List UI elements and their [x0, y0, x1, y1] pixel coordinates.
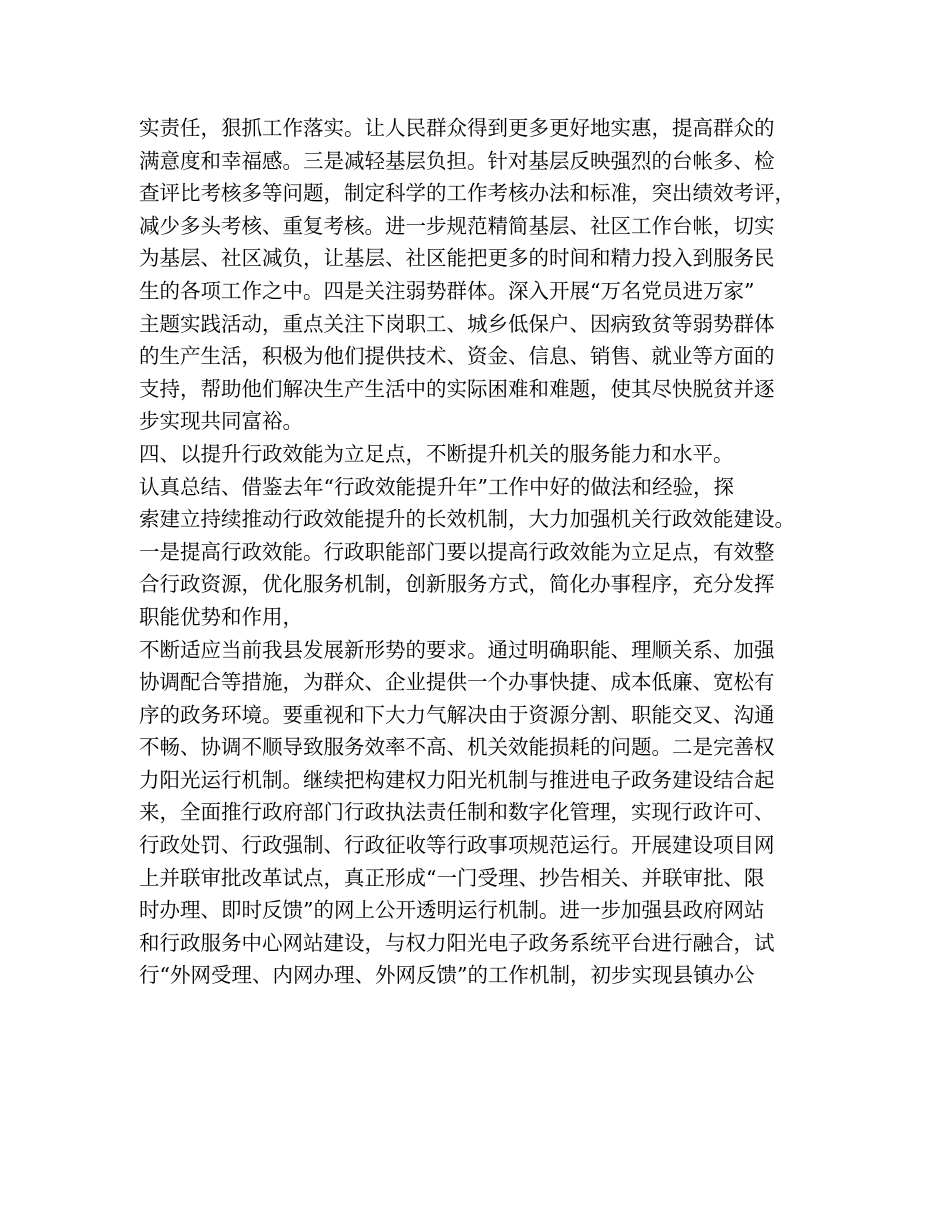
text-line: 行“外网受理、内网办理、外网反馈”的工作机制，初步实现县镇办公 [139, 963, 755, 988]
text-line: 上并联审批改革试点，真正形成“一门受理、抄告相关、并联审批、限 [139, 865, 765, 890]
document-body [139, 112, 829, 992]
text-line: 步实现共同富裕。 [139, 409, 303, 434]
text-line: 认真总结、借鉴去年“行政效能提升年”工作中好的做法和经验，探 [139, 474, 734, 499]
text-line: 行政处罚、行政强制、行政征收等行政事项规范运行。开展建设项目网 [139, 833, 775, 858]
text-line: 为基层、社区减负，让基层、社区能把更多的时间和精力投入到服务民 [139, 246, 775, 271]
text-line: 协调配合等措施，为群众、企业提供一个办事快捷、成本低廉、宽松有 [139, 670, 775, 695]
text-line: 时办理、即时反馈”的网上公开透明运行机制。进一步加强县政府网站 [139, 898, 765, 923]
text-line: 主题实践活动，重点关注下岗职工、城乡低保户、因病致贫等弱势群体 [139, 311, 775, 336]
text-line: 不畅、协调不顺导致服务效率不高、机关效能损耗的问题。二是完善权 [139, 735, 775, 760]
text-line: 职能优势和作用， [139, 604, 303, 629]
text-line: 序的政务环境。要重视和下大力气解决由于资源分割、职能交叉、沟通 [139, 702, 775, 727]
text-line: 来，全面推行政府部门行政执法责任制和数字化管理，实现行政许可、 [139, 800, 775, 825]
text-line: 实责任，狠抓工作落实。让人民群众得到更多更好地实惠，提高群众的 [139, 116, 775, 140]
text-line: 一是提高行政效能。行政职能部门要以提高行政效能为立足点，有效整 [139, 539, 775, 564]
text-line: 减少多头考核、重复考核。进一步规范精简基层、社区工作台帐，切实 [139, 213, 775, 238]
text-line: 生的各项工作之中。四是关注弱势群体。深入开展“万名党员进万家” [139, 278, 755, 303]
text-line: 和行政服务中心网站建设，与权力阳光电子政务系统平台进行融合，试 [139, 930, 775, 955]
text-line: 四、以提升行政效能为立足点，不断提升机关的服务能力和水平。 [139, 441, 734, 466]
text-line: 合行政资源，优化服务机制，创新服务方式，简化办事程序，充分发挥 [139, 572, 775, 597]
text-line: 力阳光运行机制。继续把构建权力阳光机制与推进电子政务建设结合起 [139, 767, 775, 792]
text-line: 的生产生活，积极为他们提供技术、资金、信息、销售、就业等方面的 [139, 344, 775, 369]
text-line: 支持，帮助他们解决生产生活中的实际困难和难题，使其尽快脱贫并逐 [139, 376, 775, 401]
text-line: 索建立持续推动行政效能提升的长效机制，大力加强机关行政效能建设。 [139, 507, 795, 532]
text-line: 满意度和幸福感。三是减轻基层负担。针对基层反映强烈的台帐多、检 [139, 148, 775, 173]
text-line: 不断适应当前我县发展新形势的要求。通过明确职能、理顺关系、加强 [139, 637, 775, 662]
text-line: 查评比考核多等问题，制定科学的工作考核办法和标准，突出绩效考评， [139, 181, 795, 206]
